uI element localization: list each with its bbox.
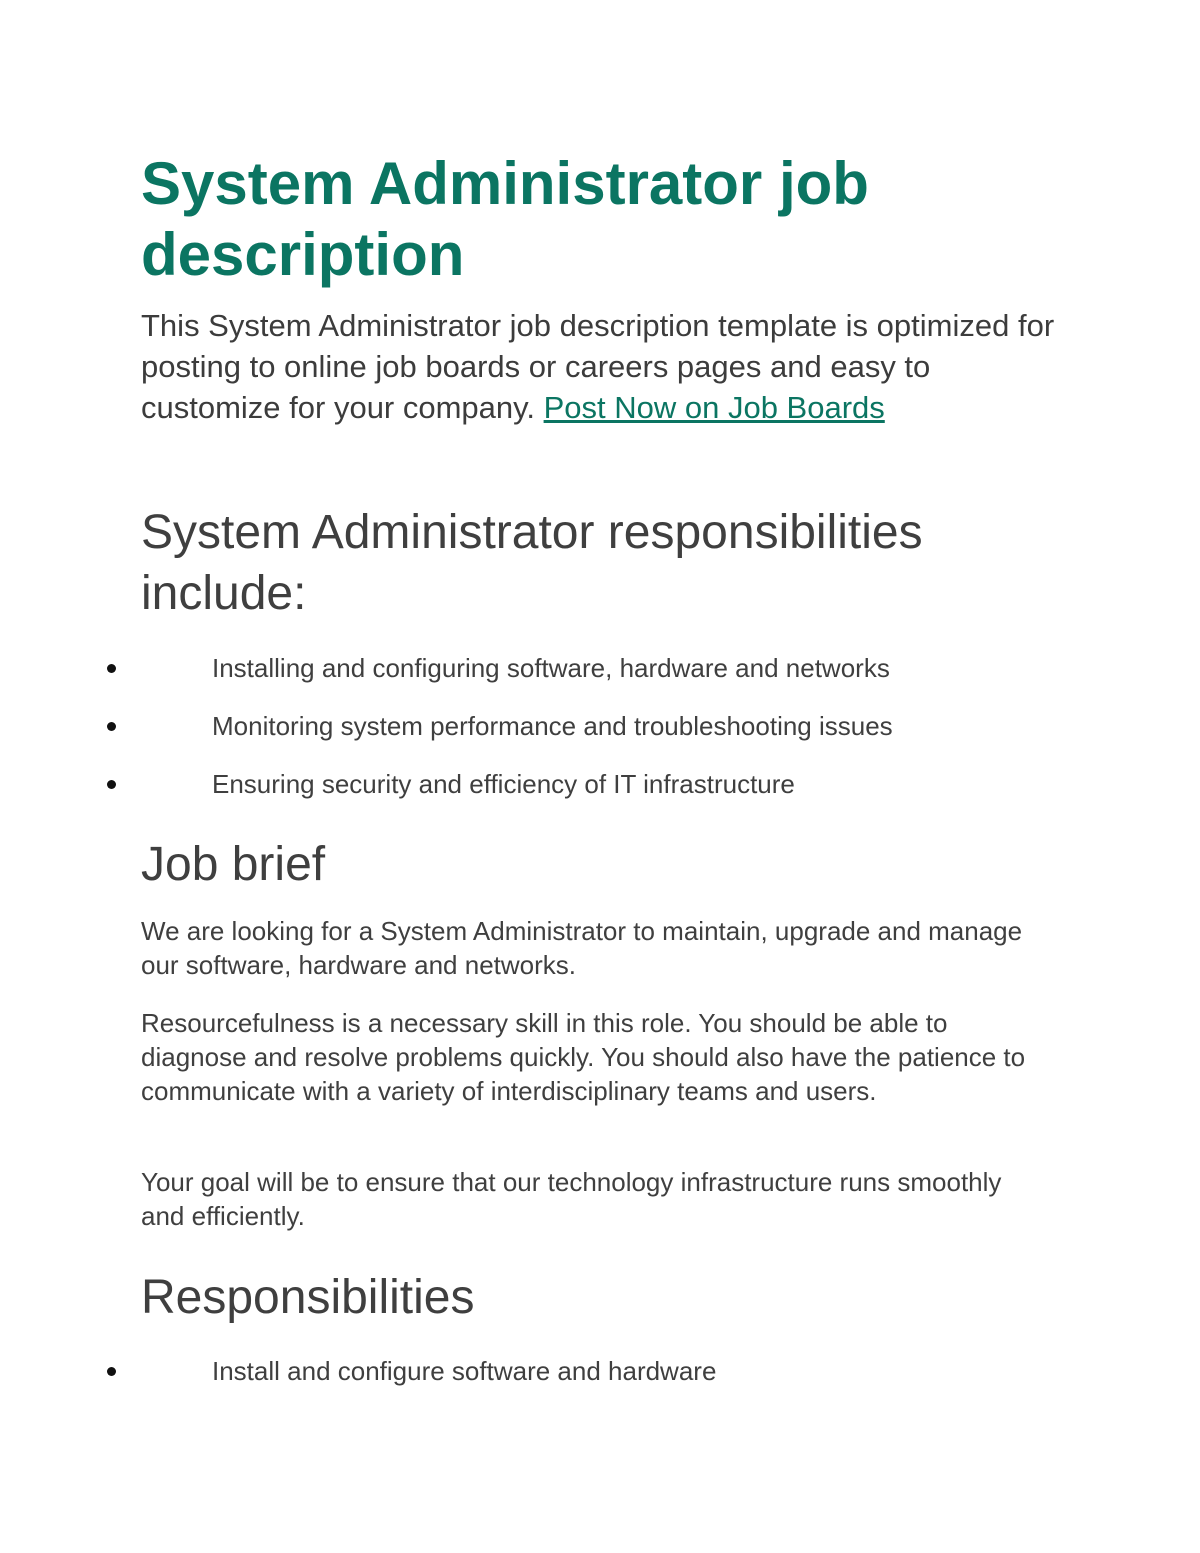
list-item [0, 706, 1200, 746]
responsibilities-include-heading: System Administrator responsibilities include: [141, 506, 923, 620]
bullet-icon [107, 1367, 116, 1376]
page-title: System Administrator job description [141, 150, 869, 288]
intro-paragraph [141, 305, 1071, 428]
job-brief-heading: Job brief [141, 838, 326, 891]
job-brief-paragraph: Resourcefulness is a necessary skill in this role. You should be able to diagnose and resolve problems quickly. You should also have the patience to communicate with a variety of interdisciplinary teams and users. [141, 1008, 1026, 1106]
responsibilities-heading: Responsibilities [141, 1271, 475, 1324]
list-item-text: Installing and configuring software, hardware and networks [212, 653, 890, 683]
intro-text: This System Administrator job description template is optimized for posting to online job boards or careers pages and easy to customize for your company. [141, 308, 1055, 425]
list-item [0, 1351, 1200, 1391]
bullet-icon [107, 722, 116, 731]
list-item [0, 764, 1200, 804]
list-item-text: Install and configure software and hardware [212, 1356, 717, 1386]
job-brief-paragraph: We are looking for a System Administrator to maintain, upgrade and manage our software, hardware and networks. [141, 916, 1023, 980]
list-item-text: Monitoring system performance and troubleshooting issues [212, 711, 893, 741]
post-now-link[interactable]: Post Now on Job Boards [543, 390, 885, 425]
bullet-icon [107, 780, 116, 789]
bullet-icon [107, 664, 116, 673]
job-brief-paragraph: Your goal will be to ensure that our technology infrastructure runs smoothly and efficiently. [141, 1167, 1002, 1231]
list-item-text: Ensuring security and efficiency of IT infrastructure [212, 769, 795, 799]
list-item [0, 648, 1200, 688]
